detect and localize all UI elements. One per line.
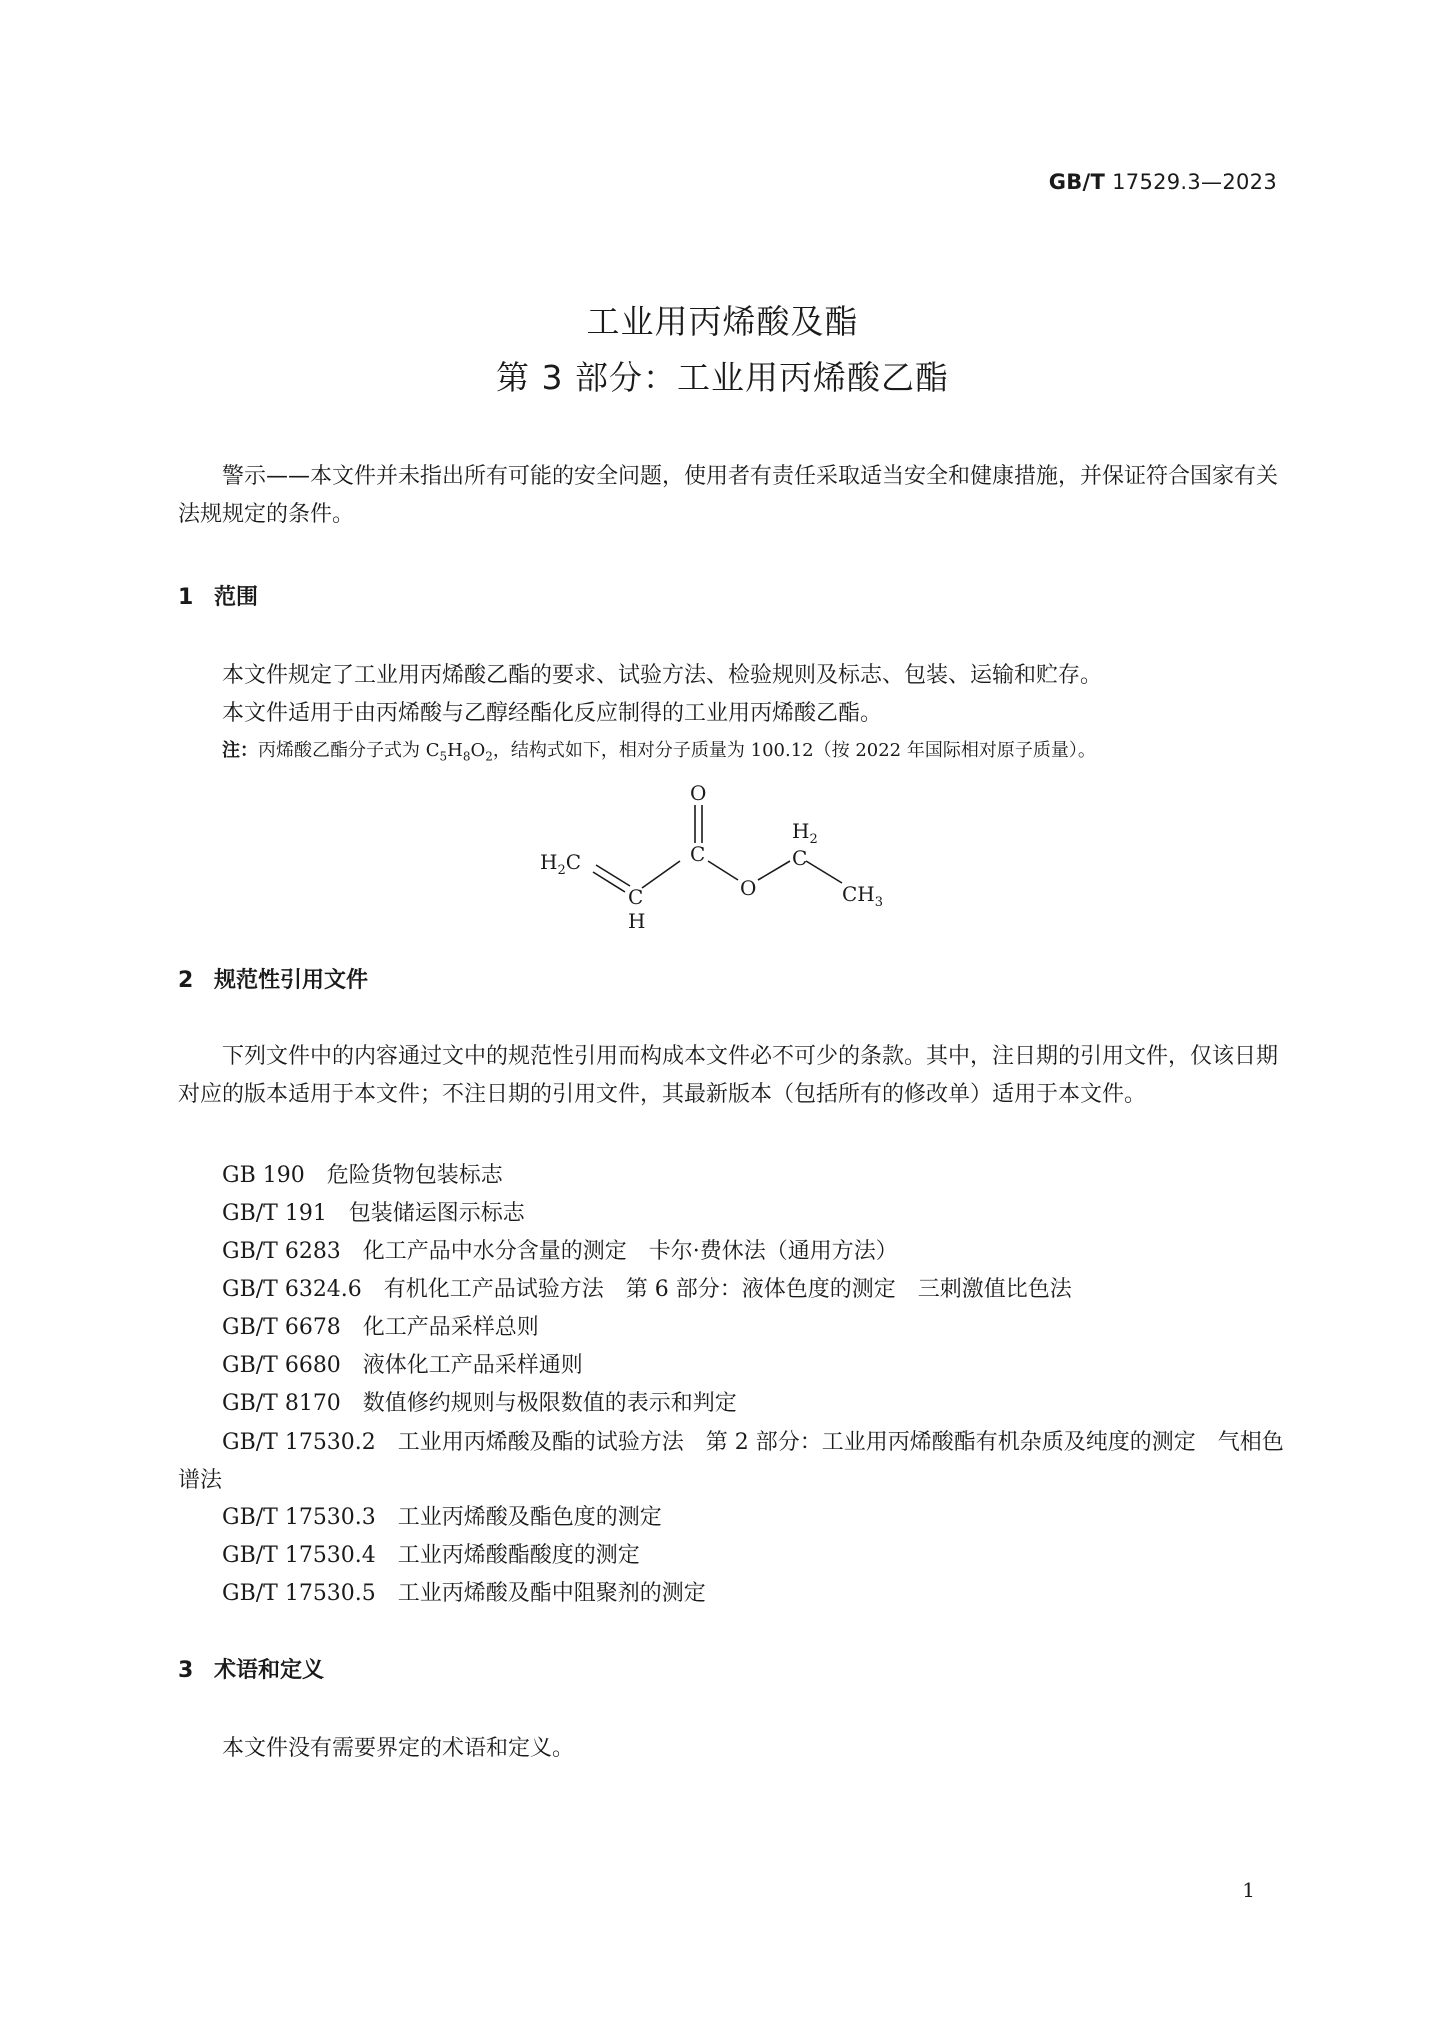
page-number: 1	[1242, 1878, 1255, 1902]
normative-references-paragraph: 下列文件中的内容通过文中的规范性引用而构成本文件必不可少的条款。其中，注日期的引用文件，仅该日期对应的版本适用于本文件；不注日期的引用文件，其最新版本（包括所有的修改单）适用于本文件。	[178, 1044, 1279, 1107]
h2c-c: C	[565, 850, 582, 874]
structure-ch3	[842, 882, 883, 910]
standard-code-number: 17529.3—2023	[1105, 170, 1277, 194]
structure-carbonyl-o: O	[690, 781, 707, 805]
note-sub-c: 5	[439, 749, 448, 764]
scope-paragraph-1: 本文件规定了工业用丙烯酸乙酯的要求、试验方法、检验规则及标志、包装、运输和贮存。	[222, 663, 1103, 688]
bond-c3-o2	[708, 861, 738, 880]
document-subtitle: 第 3 部分：工业用丙烯酸乙酯	[496, 358, 949, 397]
section-2-heading	[178, 963, 368, 994]
section-1-title: 范围	[214, 585, 259, 610]
ethyl-acrylate-structure-diagram	[530, 775, 930, 935]
reference-item: GB/T 6678 化工产品采样总则	[222, 1315, 539, 1340]
reference-item: GB/T 6680 液体化工产品采样通则	[222, 1353, 583, 1378]
ch3-subscript: 3	[874, 895, 884, 910]
section-3-number: 3	[178, 1658, 194, 1683]
reference-item: GB/T 17530.4 工业丙烯酸酯酸度的测定	[222, 1543, 640, 1568]
ch2-subscript: 2	[809, 832, 818, 847]
reference-item: GB/T 6324.6 有机化工产品试验方法 第 6 部分：液体色度的测定 三刺激值比色法	[222, 1277, 1072, 1302]
bond-c2-c3	[642, 861, 680, 888]
document-title: 工业用丙烯酸及酯	[586, 302, 859, 341]
structure-h2c	[540, 850, 581, 878]
note-sub-o: 2	[485, 749, 493, 764]
reference-item: GB/T 17530.3 工业丙烯酸及酯色度的测定	[222, 1505, 662, 1530]
bond-c1-c2-b	[593, 872, 625, 892]
note-text-d: ，结构式如下，相对分子质量为 100.12（按 2022 年国际相对原子质量）。	[492, 740, 1096, 761]
section-2-title: 规范性引用文件	[214, 968, 369, 993]
structure-carbonyl-c: C	[690, 842, 706, 866]
note-sub-h: 8	[462, 749, 471, 764]
note-label: 注：	[222, 740, 258, 761]
section-2-number: 2	[178, 968, 194, 993]
reference-item: GB/T 17530.2 工业用丙烯酸及酯的试验方法 第 2 部分：工业用丙烯酸酯有机杂质及纯度的测定 气相色谱法	[178, 1430, 1284, 1493]
note-text-a: 丙烯酸乙酯分子式为 C	[258, 740, 440, 761]
reference-item: GB/T 17530.5 工业丙烯酸及酯中阻聚剂的测定	[222, 1581, 706, 1606]
reference-item: GB/T 6283 化工产品中水分含量的测定 卡尔·费休法（通用方法）	[222, 1239, 898, 1264]
formula-note	[222, 736, 1096, 764]
bond-o2-c4	[758, 861, 790, 880]
h2c-h: H	[540, 850, 558, 874]
terms-paragraph: 本文件没有需要界定的术语和定义。	[222, 1736, 575, 1761]
h2c-subscript: 2	[557, 863, 566, 878]
reference-item: GB 190 危险货物包装标志	[222, 1163, 503, 1188]
section-1-heading	[178, 580, 258, 611]
reference-item: GB/T 191 包装储运图示标志	[222, 1201, 525, 1226]
ch3-ch: CH	[842, 882, 875, 906]
bond-c1-c2-a	[596, 865, 630, 886]
scope-paragraph-2: 本文件适用于由丙烯酸与乙醇经酯化反应制得的工业用丙烯酸乙酯。	[222, 701, 883, 726]
reference-item: GB/T 8170 数值修约规则与极限数值的表示和判定	[222, 1391, 737, 1416]
structure-ch2-c: C	[792, 846, 808, 870]
section-3-title: 术语和定义	[214, 1658, 325, 1683]
note-text-b: H	[447, 740, 463, 761]
note-text-c: O	[470, 740, 486, 761]
structure-ch-c: C	[628, 885, 644, 909]
structure-ch-h: H	[628, 909, 646, 933]
structure-ch2-h	[792, 819, 818, 847]
section-1-number: 1	[178, 585, 194, 610]
section-3-heading	[178, 1653, 324, 1684]
ch2-h: H	[792, 819, 810, 843]
standard-code	[1049, 170, 1277, 194]
warning-paragraph: 警示——本文件并未指出所有可能的安全问题，使用者有责任采取适当安全和健康措施，并保证符合国家有关法规规定的条件。	[178, 464, 1279, 527]
standard-code-prefix: GB/T	[1048, 170, 1106, 194]
bond-c4-c5	[806, 861, 842, 883]
structure-ester-o: O	[740, 876, 757, 900]
